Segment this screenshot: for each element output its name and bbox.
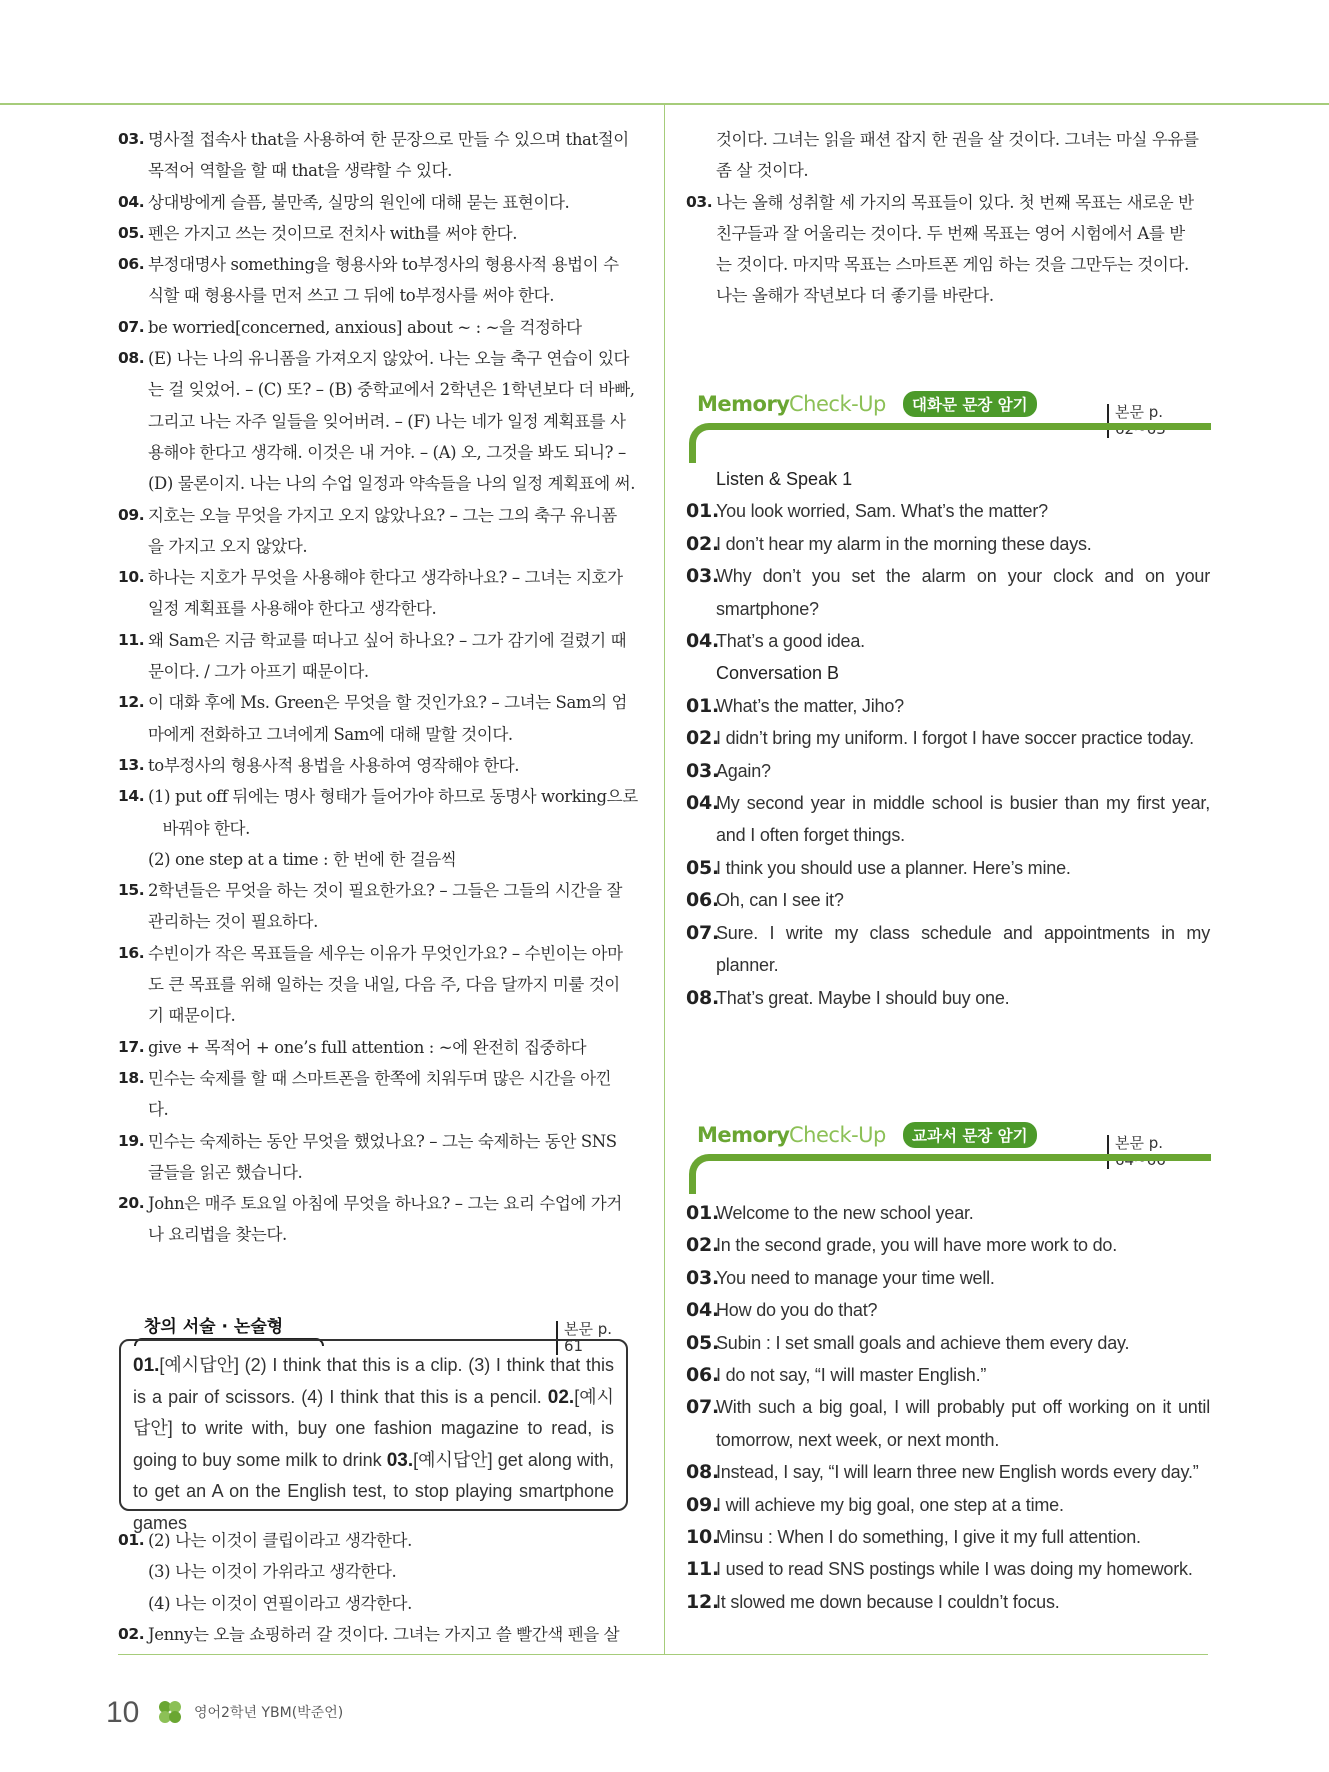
explanation-item	[118, 1032, 642, 1063]
explanation-line: 을 가지고 오지 않았다.	[148, 536, 308, 556]
sentence-row	[686, 1521, 1210, 1553]
sentence-text: Subin : I set small goals and achieve them every day.	[716, 1332, 1130, 1353]
sentence-number: 07.	[686, 1396, 720, 1419]
explanation-line: 좀 살 것이다.	[716, 161, 809, 181]
explanation-line: 2학년들은 무엇을 하는 것이 필요한가요? – 그들은 그들의 시간을 잘	[148, 881, 623, 901]
item-number: 13.	[118, 755, 145, 774]
memory-bar-1	[689, 423, 1211, 463]
sentence-row	[686, 1456, 1210, 1488]
sentence-text: That’s a good idea.	[716, 631, 865, 652]
item-number: 15.	[118, 881, 145, 900]
explanation-line: 하나는 지호가 무엇을 사용해야 한다고 생각하나요? – 그녀는 지호가	[148, 568, 623, 588]
book-title: 영어2학년 YBM(박준언)	[194, 1705, 344, 1721]
explanation-line: 도 큰 목표를 위해 일하는 것을 내일, 다음 주, 다음 달까지 미룰 것이	[148, 975, 620, 995]
sentence-row	[686, 1294, 1210, 1326]
sentence-text: Minsu : When I do something, I give it my full attention.	[716, 1527, 1141, 1548]
explanation-item	[118, 562, 642, 625]
explanation-line: 목적어 역할을 할 때 that을 생략할 수 있다.	[148, 161, 452, 181]
explanation-item	[118, 343, 642, 499]
item-number: 01.	[118, 1531, 145, 1549]
sentence-number: 10.	[686, 1526, 720, 1549]
item-number: 03.	[118, 130, 145, 148]
sentence-text: That’s great. Maybe I should buy one.	[716, 987, 1010, 1008]
sentence-text: My second year in middle school is busier than my first year, and I often forget things.	[716, 793, 1210, 846]
sentence-row	[686, 495, 1210, 527]
explanation-line: 일정 계획표를 사용해야 한다고 생각한다.	[148, 599, 437, 619]
sentence-row	[686, 625, 1210, 657]
item-number: 10.	[118, 568, 145, 587]
explanation-item	[118, 124, 642, 187]
sentence-number: 03.	[686, 565, 720, 588]
memory-brand-bold: Memory	[697, 392, 790, 416]
explanation-line: 명사절 접속사 that을 사용하여 한 문장으로 만들 수 있으며 that절이	[148, 130, 629, 149]
explanation-line: (2) one step at a time : 한 번에 한 걸음씩	[148, 849, 457, 869]
sentence-number: 03.	[686, 759, 720, 782]
sentence-text: Oh, can I see it?	[716, 890, 844, 911]
explanation-item	[118, 1188, 642, 1251]
sentence-number: 01.	[686, 500, 720, 523]
sentence-number: 11.	[686, 1558, 720, 1581]
item-number: 19.	[118, 1131, 145, 1150]
explanation-line: 나는 올해 성취할 세 가지의 목표들이 있다. 첫 번째 목표는 새로운 반	[716, 192, 1194, 212]
explanation-line: 기 때문이다.	[148, 1006, 236, 1026]
item-number: 04.	[118, 192, 145, 211]
answer-number: 02.	[547, 1386, 575, 1408]
sentence-number: 02.	[686, 727, 720, 750]
explanation-line: give + 목적어 + one’s full attention : ~에 완전히 집중하다	[148, 1037, 587, 1057]
sentence-row	[686, 1229, 1210, 1261]
explanation-item	[118, 312, 642, 343]
sentence-text: Again?	[716, 760, 771, 781]
bottom-rule	[118, 1654, 1208, 1655]
answer-number: 03.	[386, 1449, 414, 1471]
sentence-number: 07.	[686, 921, 720, 944]
sentence-text: I didn’t bring my uniform. I forgot I have soccer practice today.	[716, 728, 1194, 749]
explanation-item	[118, 938, 642, 1032]
clover-icon	[155, 1697, 185, 1727]
explanation-line: 왜 Sam은 지금 학교를 떠나고 싶어 하나요? – 그가 감기에 걸렸기 때	[148, 630, 627, 650]
explanation-item	[118, 1619, 642, 1650]
explanation-line: 그리고 나는 자주 일들을 잊어버려. – (F) 나는 네가 일정 계획표를 사	[148, 411, 626, 431]
sentence-row	[686, 1197, 1210, 1229]
sentence-text: I think you should use a planner. Here’s mine.	[716, 857, 1071, 878]
sentence-text: You need to manage your time well.	[716, 1267, 995, 1288]
sentence-text: I used to read SNS postings while I was doing my homework.	[716, 1559, 1193, 1580]
sentence-row	[686, 560, 1210, 625]
explanation-item	[118, 875, 642, 938]
sentence-number: 03.	[686, 1266, 720, 1289]
sentence-row	[686, 884, 1210, 916]
section-heading: Listen & Speak 1	[716, 469, 853, 489]
sentence-row	[686, 1553, 1210, 1585]
explanation-line: 펜은 가지고 쓰는 것이므로 전치사 with를 써야 한다.	[148, 223, 518, 243]
creative-answer-box	[119, 1339, 628, 1533]
sentence-number: 08.	[686, 1461, 720, 1484]
explanation-line: 관리하는 것이 필요하다.	[148, 912, 318, 932]
textbook-sentence-list	[686, 1197, 1210, 1618]
sentence-number: 02.	[686, 1234, 720, 1257]
sentence-text: Why don’t you set the alarm on your clock and on your smartphone?	[716, 566, 1210, 619]
sentence-text: I will achieve my big goal, one step at a time.	[716, 1494, 1064, 1515]
explanation-line: 민수는 숙제하는 동안 무엇을 했었나요? – 그는 숙제하는 동안 SNS	[148, 1131, 617, 1151]
item-number: 03.	[686, 192, 713, 211]
sentence-row	[686, 982, 1210, 1014]
sentence-text: What’s the matter, Jiho?	[716, 695, 904, 716]
sentence-number: 05.	[686, 856, 720, 879]
answer-text: [예시답안] (2) I think that this is a clip. (3) I think that this is a pair of scissors. (4) I think that this is a pencil.	[133, 1355, 614, 1407]
memory-brand-light: Check-Up	[789, 1123, 886, 1147]
explanation-item	[118, 249, 642, 312]
sentence-row	[686, 528, 1210, 560]
sentence-text: Welcome to the new school year.	[716, 1203, 974, 1223]
sentence-text: You look worried, Sam. What’s the matter?	[716, 501, 1048, 522]
sentence-text: Instead, I say, “I will learn three new English words every day.”	[716, 1462, 1199, 1483]
sentence-text: Sure. I write my class schedule and appointments in my planner.	[716, 922, 1210, 976]
explanation-line: 것이다. 그녀는 읽을 패션 잡지 한 권을 살 것이다. 그녀는 마실 우유를	[716, 130, 1199, 149]
memory-tag-1: 대화문 문장 암기	[903, 391, 1037, 417]
explanation-line: 글들을 읽곤 했습니다.	[148, 1162, 303, 1182]
sentence-number: 01.	[686, 1202, 720, 1224]
explanation-line: 바꿔야 한다.	[148, 818, 250, 838]
memory-page-ref-1: 본문 p. 62~63	[1107, 404, 1211, 438]
sentence-number: 05.	[686, 1331, 720, 1354]
explanation-line: 나는 올해가 작년보다 더 좋기를 바란다.	[716, 286, 994, 306]
item-number: 16.	[118, 943, 145, 962]
explanation-item	[686, 187, 1210, 312]
item-number: 20.	[118, 1194, 145, 1213]
sentence-row	[686, 755, 1210, 787]
item-number: 18.	[118, 1068, 145, 1087]
explanation-item	[118, 750, 642, 781]
page-number: 10	[106, 1696, 140, 1729]
sentence-row	[686, 690, 1210, 722]
explanation-item	[118, 687, 642, 750]
sentence-number: 06.	[686, 1364, 720, 1387]
explanation-item	[118, 625, 642, 688]
explanation-line: be worried[concerned, anxious] about ~ : ~을 걱정하다	[148, 317, 582, 337]
explanation-line: 친구들과 잘 어울리는 것이다. 두 번째 목표는 영어 시험에서 A를 받	[716, 223, 1185, 243]
sentence-row	[686, 1586, 1210, 1618]
item-number: 02.	[118, 1624, 145, 1643]
explanation-item	[118, 187, 642, 218]
creative-section-header	[134, 1310, 628, 1355]
explanation-line: 용해야 한다고 생각해. 이것은 내 거야. – (A) 오, 그것을 봐도 되니? –	[148, 442, 626, 462]
explanation-line: 부정대명사 something을 형용사와 to부정사의 형용사적 용법이 수	[148, 255, 619, 275]
explanation-line: 수빈이가 작은 목표들을 세우는 이유가 무엇인가요? – 수빈이는 아마	[148, 943, 623, 963]
sentence-number: 04.	[686, 792, 720, 815]
sentence-text: I don’t hear my alarm in the morning these days.	[716, 533, 1092, 554]
memory-checkup-header-2	[697, 1123, 1211, 1193]
explanation-item	[118, 1126, 642, 1189]
explanation-item	[118, 218, 642, 249]
sentence-row	[686, 852, 1210, 884]
sentence-number: 08.	[686, 986, 720, 1009]
section-heading: Conversation B	[716, 663, 840, 684]
item-number: 05.	[118, 223, 145, 242]
explanation-item	[118, 781, 642, 875]
answer-explanations-right	[686, 124, 1210, 312]
answer-text: [예시답안] to write with, buy one fashion magazine to read, is going to buy some milk to drink	[133, 1386, 614, 1470]
explanation-line: 지호는 오늘 무엇을 가지고 오지 않았나요? – 그는 그의 축구 유니폼	[148, 505, 617, 525]
explanation-line: John은 매주 토요일 아침에 무엇을 하나요? – 그는 요리 수업에 가거	[148, 1194, 622, 1214]
explanation-line: (2) 나는 이것이 클립이라고 생각한다.	[148, 1531, 412, 1550]
sentence-text: In the second grade, you will have more work to do.	[716, 1235, 1118, 1256]
sentence-number: 04.	[686, 1299, 720, 1322]
sentence-row	[686, 1391, 1210, 1456]
explanation-line: (4) 나는 이것이 연필이라고 생각한다.	[148, 1593, 412, 1613]
sentence-text: I do not say, “I will master English.”	[716, 1365, 987, 1386]
sentence-number: 12.	[686, 1590, 720, 1613]
explanation-line: to부정사의 형용사적 용법을 사용하여 영작해야 한다.	[148, 755, 520, 775]
memory-brand-bold: Memory	[697, 1123, 790, 1147]
explanation-line: 이 대화 후에 Ms. Green은 무엇을 할 것인가요? – 그녀는 Sam의 엄	[148, 693, 628, 713]
explanation-line: 는 것이다. 마지막 목표는 스마트폰 게임 하는 것을 그만두는 것이다.	[716, 255, 1189, 275]
item-number: 09.	[118, 505, 145, 524]
explanation-line: 다.	[148, 1100, 169, 1120]
sentence-row	[686, 1359, 1210, 1391]
sentence-row	[686, 1489, 1210, 1521]
explanation-item	[118, 1063, 642, 1126]
explanation-item	[118, 500, 642, 563]
item-number: 07.	[118, 317, 145, 336]
sentence-number: 01.	[686, 694, 720, 717]
item-number: 11.	[118, 630, 145, 649]
creative-page-ref: 본문 p. 61	[556, 1321, 628, 1355]
item-number: 06.	[118, 255, 145, 274]
memory-bar-2	[689, 1154, 1211, 1194]
sentence-row	[686, 787, 1210, 852]
explanation-line: 식할 때 형용사를 먼저 쓰고 그 뒤에 to부정사를 써야 한다.	[148, 286, 555, 306]
sentence-row	[686, 1262, 1210, 1294]
answer-explanations-left	[118, 124, 642, 1251]
sentence-text: It slowed me down because I couldn’t focus.	[716, 1591, 1060, 1612]
item-number: 08.	[118, 349, 145, 368]
answer-text: [예시답안] get along with, to get an A on the English test, to stop playing smartphone games	[133, 1449, 614, 1533]
sentence-row	[686, 917, 1210, 982]
memory-page-ref-2: 본문 p. 64~66	[1107, 1135, 1211, 1169]
item-number: 12.	[118, 693, 145, 712]
explanation-line: (3) 나는 이것이 가위라고 생각한다.	[148, 1562, 397, 1582]
explanation-line: 상대방에게 슬픔, 불만족, 실망의 원인에 대해 묻는 표현이다.	[148, 192, 570, 212]
explanation-line: (E) 나는 나의 유니폼을 가져오지 않았어. 나는 오늘 축구 연습이 있다	[148, 349, 630, 369]
memory-brand-light: Check-Up	[789, 392, 886, 416]
answer-number: 01.	[133, 1355, 160, 1376]
sentence-row	[686, 1327, 1210, 1359]
explanation-line: 는 걸 잊었어. – (C) 또? – (B) 중학교에서 2학년은 1학년보다 더 바빠,	[148, 380, 635, 400]
explanation-line: 나 요리법을 찾는다.	[148, 1225, 287, 1245]
item-number: 17.	[118, 1037, 145, 1056]
column-divider	[664, 105, 665, 1655]
sentence-number: 09.	[686, 1493, 720, 1516]
memory-checkup-header-1	[697, 392, 1211, 462]
sentence-number: 02.	[686, 532, 720, 555]
sentence-text: How do you do that?	[716, 1300, 878, 1321]
dialogue-sentence-list	[686, 463, 1210, 1014]
answer-explanations-left-bottom	[118, 1525, 642, 1650]
explanation-item	[118, 1525, 642, 1619]
sentence-number: 06.	[686, 889, 720, 912]
sentence-text: With such a big goal, I will probably put off working on it until tomorrow, next week, or next month.	[716, 1397, 1210, 1450]
explanation-line: (1) put off 뒤에는 명사 형태가 들어가야 하므로 동명사 working으로	[148, 787, 638, 807]
explanation-line: 마에게 전화하고 그녀에게 Sam에 대해 말할 것이다.	[148, 724, 513, 744]
item-number: 14.	[118, 787, 145, 806]
explanation-line: 문이다. / 그가 아프기 때문이다.	[148, 662, 369, 682]
explanation-line: (D) 물론이지. 나는 나의 수업 일정과 약속들을 나의 일정 계획표에 써.	[148, 474, 636, 494]
creative-section-title: 창의 서술 · 논술형	[144, 1317, 284, 1337]
sentence-number: 04.	[686, 630, 720, 653]
memory-tag-2: 교과서 문장 암기	[903, 1122, 1037, 1148]
explanation-line: 민수는 숙제를 할 때 스마트폰을 한쪽에 치워두며 많은 시간을 아낀	[148, 1068, 612, 1088]
sentence-row	[686, 722, 1210, 754]
explanation-line: Jenny는 오늘 쇼핑하러 갈 것이다. 그녀는 가지고 쓸 빨간색 펜을 살	[148, 1624, 620, 1644]
